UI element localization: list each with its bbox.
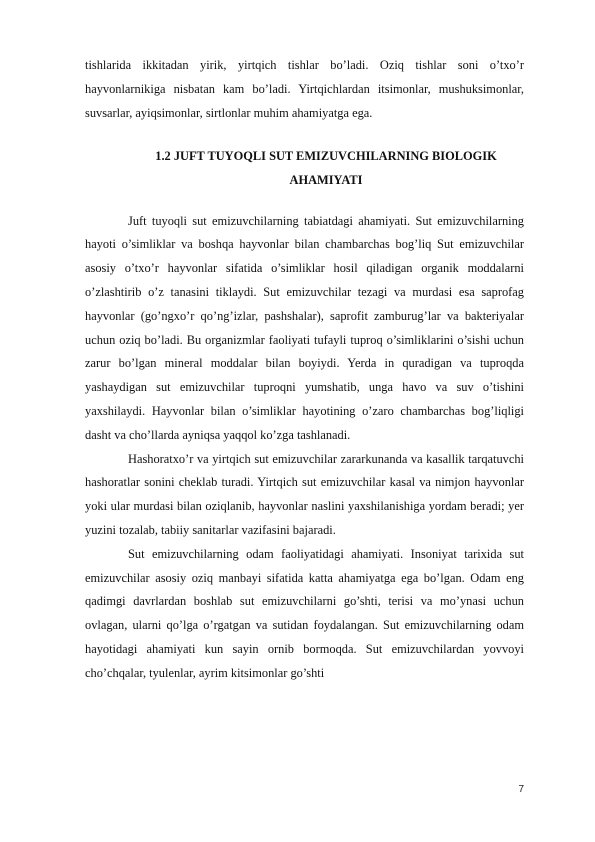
page-number: 7 <box>518 784 524 795</box>
section-heading: 1.2 JUFT TUYOQLI SUT EMIZUVCHILARNING BIOLOGIK AHAMIYATI <box>155 149 497 187</box>
intro-paragraph: tishlarida ikkitadan yirik, yirtqich tishlar bo’ladi. Oziq tishlar soni o’txo’r hayvonlarnikiga nisbatan kam bo’ladi. Yirtqichlardan itsimonlar, mushuksimonlar, suvsarlar, ayiqsimonlar, sirtlonlar muhim ahamiyatga ega. <box>85 58 524 120</box>
body-paragraph-3: Sut emizuvchilarning odam faoliyatidagi ahamiyati. Insoniyat tarixida sut emizuvchilar asosiy oziq manbayi sifatida katta ahamiyatga ega bo’lgan. Odam eng qadimgi davrlardan boshlab sut emizuvchilarni go’shti, terisi va mo’ynasi uchun ovlagan, ularni qo’lga o’rgatgan va sutidan foydalangan. Sut emizuvchilarning odam hayotidagi ahamiyati kun sayin ornib bormoqda. Sut emizuvchilardan yovvoyi cho’chqalar, tyulenlar, ayrim kitsimonlar go’shti <box>85 546 524 680</box>
page-content <box>85 54 524 686</box>
body-paragraph-1: Juft tuyoqli sut emizuvchilarning tabiatdagi ahamiyati. Sut emizuvchilarning hayoti o’simliklar va boshqa hayvonlar bilan chambarchas bog’liq Sut emizuvchilar asosiy o’txo’r hayvonlar sifatida o’simliklar hosil qiladigan organik moddalarni o’zlashtirib o’z tanasini tiklaydi. Sut emizuvchilar tezagi va murdasi esa saprofag hayvonlar (go’ngxo’r qo’ng’izlar, pashshalar), saprofit zamburug’lar va bakteriyalar uchun oziq bo’ladi. Bu organizmlar faoliyati tufayli tuproq o’simliklarini o’sishi uchun zarur bo’lgan mineral moddalar bilan boyiydi. Yerda in quradigan va tuproqda yashaydigan sut emizuvchilar tuproqni yumshatib, unga havo va suv o’tishini yaxshilaydi. Hayvonlar bilan o’simliklar hayotining o’zaro chambarchas bog’liqligi dasht va cho’llarda ayniqsa yaqqol ko’zga tashlanadi. <box>85 213 524 442</box>
body-paragraph-2: Hashoratxo’r va yirtqich sut emizuvchilar zararkunanda va kasallik tarqatuvchi hashoratlar sonini cheklab turadi. Yirtqich sut emizuvchilar kasal va nimjon hayvonlar yoki ular murdasi bilan oziqlanib, hayvonlar naslini yaxshilanishiga yordam beradi; yer yuzini tozalab, tabiiy sanitarlar vazifasini bajaradi. <box>85 451 524 537</box>
